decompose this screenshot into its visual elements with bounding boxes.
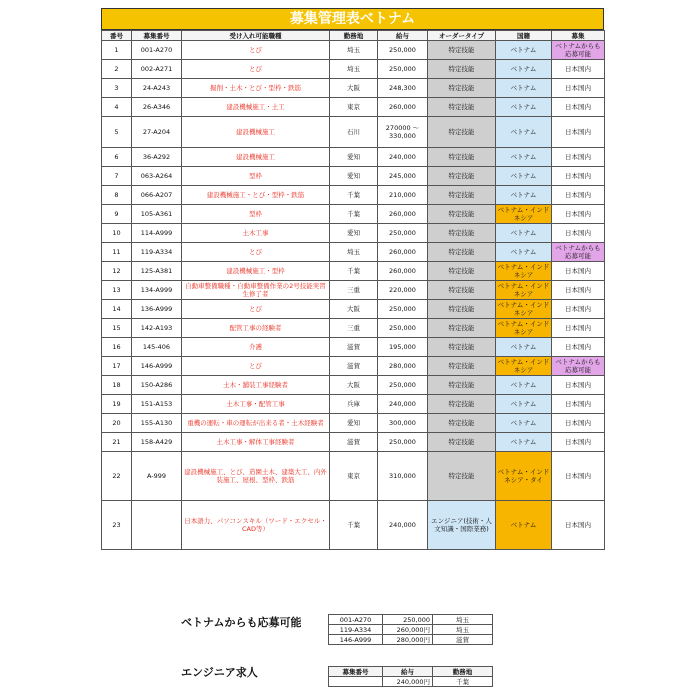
row-nationality: ベトナム bbox=[496, 41, 552, 60]
row-number: 11 bbox=[102, 243, 132, 262]
row-number: 15 bbox=[102, 319, 132, 338]
row-recruitment: 日本国内 bbox=[552, 224, 605, 243]
row-salary: 250,000 bbox=[378, 41, 428, 60]
header-code: 募集番号 bbox=[132, 31, 182, 41]
row-number: 6 bbox=[102, 148, 132, 167]
table-header-row bbox=[102, 31, 605, 41]
row-recruitment: ベトナムからも応募可能 bbox=[552, 41, 605, 60]
row-order-type: 特定技能 bbox=[428, 243, 496, 262]
vietnam-applicant-row bbox=[329, 635, 493, 645]
row-order-type: 特定技能 bbox=[428, 357, 496, 376]
row-salary: 245,000 bbox=[378, 167, 428, 186]
row-recruitment: 日本国内 bbox=[552, 262, 605, 281]
row-salary: 240,000 bbox=[378, 148, 428, 167]
row-salary: 250,000 bbox=[378, 376, 428, 395]
row-code: 125-A381 bbox=[132, 262, 182, 281]
row-job: 建設機械施工 bbox=[182, 117, 330, 148]
row-location: 三重 bbox=[330, 281, 378, 300]
row-order-type: 特定技能 bbox=[428, 319, 496, 338]
row-location: 大阪 bbox=[330, 79, 378, 98]
vietnam-applicant-salary: 260,000円 bbox=[383, 625, 433, 635]
row-recruitment: 日本国内 bbox=[552, 205, 605, 224]
engineer-header-location: 勤務地 bbox=[433, 667, 493, 677]
row-code: 136-A999 bbox=[132, 300, 182, 319]
row-recruitment: 日本国内 bbox=[552, 167, 605, 186]
row-recruitment: ベトナムからも応募可能 bbox=[552, 357, 605, 376]
vietnam-applicant-code: 001-A270 bbox=[329, 615, 383, 625]
row-code: 24-A243 bbox=[132, 79, 182, 98]
row-location: 大阪 bbox=[330, 300, 378, 319]
row-number: 21 bbox=[102, 433, 132, 452]
row-order-type: 特定技能 bbox=[428, 224, 496, 243]
row-location: 千葉 bbox=[330, 186, 378, 205]
recruitment-table bbox=[101, 30, 605, 550]
row-location: 埼玉 bbox=[330, 60, 378, 79]
page-title: 募集管理表ベトナム bbox=[101, 8, 604, 30]
vietnam-applicant-salary: 250,000 bbox=[383, 615, 433, 625]
row-number: 19 bbox=[102, 395, 132, 414]
vietnam-applicants-table bbox=[328, 614, 493, 645]
engineer-header-code: 募集番号 bbox=[329, 667, 383, 677]
row-nationality: ベトナム bbox=[496, 167, 552, 186]
vietnam-applicant-code: 146-A999 bbox=[329, 635, 383, 645]
table-row bbox=[102, 338, 605, 357]
row-code: 002-A271 bbox=[132, 60, 182, 79]
table-row bbox=[102, 395, 605, 414]
table-row bbox=[102, 41, 605, 60]
row-recruitment: 日本国内 bbox=[552, 117, 605, 148]
row-code: 155-A130 bbox=[132, 414, 182, 433]
engineer-code bbox=[329, 677, 383, 687]
row-code bbox=[132, 501, 182, 550]
row-order-type: 特定技能 bbox=[428, 60, 496, 79]
row-number: 3 bbox=[102, 79, 132, 98]
header-no: 番号 bbox=[102, 31, 132, 41]
row-salary: 300,000 bbox=[378, 414, 428, 433]
header-location: 勤務地 bbox=[330, 31, 378, 41]
table-row bbox=[102, 262, 605, 281]
row-salary: 250,000 bbox=[378, 433, 428, 452]
row-nationality: ベトナム・インドネシア bbox=[496, 300, 552, 319]
row-number: 8 bbox=[102, 186, 132, 205]
row-recruitment: 日本国内 bbox=[552, 501, 605, 550]
header-nationality: 国籍 bbox=[496, 31, 552, 41]
row-nationality: ベトナム・インドネシア bbox=[496, 281, 552, 300]
row-job: 建設機械施工・型枠 bbox=[182, 262, 330, 281]
row-code: 158-A429 bbox=[132, 433, 182, 452]
row-number: 12 bbox=[102, 262, 132, 281]
row-recruitment: 日本国内 bbox=[552, 98, 605, 117]
row-salary: 240,000 bbox=[378, 501, 428, 550]
vietnam-applicant-row bbox=[329, 625, 493, 635]
row-code: 36-A292 bbox=[132, 148, 182, 167]
row-job: 配管工事の経験者 bbox=[182, 319, 330, 338]
row-salary: 270000 ～ 330,000 bbox=[378, 117, 428, 148]
table-row bbox=[102, 414, 605, 433]
row-location: 滋賀 bbox=[330, 433, 378, 452]
row-order-type: 特定技能 bbox=[428, 167, 496, 186]
row-code: 066-A207 bbox=[132, 186, 182, 205]
row-salary: 220,000 bbox=[378, 281, 428, 300]
row-job: 自動車整備職種・自動車整備作業の2号技能実習生修了者 bbox=[182, 281, 330, 300]
row-number: 16 bbox=[102, 338, 132, 357]
row-salary: 310,000 bbox=[378, 452, 428, 501]
row-job: 重機の運転・車の運転が出来る者・土木経験者 bbox=[182, 414, 330, 433]
table-row bbox=[102, 186, 605, 205]
row-location: 滋賀 bbox=[330, 338, 378, 357]
row-recruitment: 日本国内 bbox=[552, 452, 605, 501]
engineer-salary: 240,000円 bbox=[383, 677, 433, 687]
row-number: 14 bbox=[102, 300, 132, 319]
row-nationality: ベトナム bbox=[496, 224, 552, 243]
row-number: 1 bbox=[102, 41, 132, 60]
row-order-type: 特定技能 bbox=[428, 414, 496, 433]
engineer-header-salary: 給与 bbox=[383, 667, 433, 677]
row-recruitment: 日本国内 bbox=[552, 433, 605, 452]
row-order-type: 特定技能 bbox=[428, 262, 496, 281]
row-salary: 195,000 bbox=[378, 338, 428, 357]
row-nationality: ベトナム・インドネシア bbox=[496, 205, 552, 224]
vietnam-applicant-loc: 埼玉 bbox=[433, 625, 493, 635]
row-location: 埼玉 bbox=[330, 41, 378, 60]
row-code: 063-A264 bbox=[132, 167, 182, 186]
row-code: 151-A153 bbox=[132, 395, 182, 414]
row-salary: 210,000 bbox=[378, 186, 428, 205]
row-order-type: 特定技能 bbox=[428, 376, 496, 395]
table-row bbox=[102, 281, 605, 300]
row-recruitment: ベトナムからも応募可能 bbox=[552, 243, 605, 262]
row-salary: 280,000 bbox=[378, 357, 428, 376]
row-nationality: ベトナム bbox=[496, 98, 552, 117]
row-salary: 250,000 bbox=[378, 60, 428, 79]
row-job: とび bbox=[182, 60, 330, 79]
row-nationality: ベトナム bbox=[496, 376, 552, 395]
section-vietnam-title: ベトナムからも応募可能 bbox=[181, 616, 302, 629]
row-number: 18 bbox=[102, 376, 132, 395]
row-salary: 240,000 bbox=[378, 395, 428, 414]
row-nationality: ベトナム・インドネシア bbox=[496, 262, 552, 281]
row-location: 東京 bbox=[330, 98, 378, 117]
table-row bbox=[102, 79, 605, 98]
row-order-type: 特定技能 bbox=[428, 205, 496, 224]
table-row bbox=[102, 376, 605, 395]
row-order-type: 特定技能 bbox=[428, 148, 496, 167]
row-job: 日本語力、パソコンスキル（ワード・エクセル・CAD等） bbox=[182, 501, 330, 550]
row-number: 5 bbox=[102, 117, 132, 148]
row-order-type: エンジニア(技術・人文知識・国際業務) bbox=[428, 501, 496, 550]
row-order-type: 特定技能 bbox=[428, 395, 496, 414]
row-code: 145-406 bbox=[132, 338, 182, 357]
row-number: 7 bbox=[102, 167, 132, 186]
row-salary: 250,000 bbox=[378, 224, 428, 243]
header-order-type: オーダータイプ bbox=[428, 31, 496, 41]
row-job: 介護 bbox=[182, 338, 330, 357]
row-job: 建設機械施工・とび・型枠・鉄筋 bbox=[182, 186, 330, 205]
row-order-type: 特定技能 bbox=[428, 98, 496, 117]
table-row bbox=[102, 243, 605, 262]
header-salary: 給与 bbox=[378, 31, 428, 41]
row-location: 千葉 bbox=[330, 501, 378, 550]
row-recruitment: 日本国内 bbox=[552, 186, 605, 205]
row-number: 13 bbox=[102, 281, 132, 300]
table-row bbox=[102, 148, 605, 167]
row-number: 22 bbox=[102, 452, 132, 501]
table-row bbox=[102, 205, 605, 224]
row-job: 土木・舗装工事経験者 bbox=[182, 376, 330, 395]
row-job: 土木工事 bbox=[182, 224, 330, 243]
section-engineer-title: エンジニア求人 bbox=[181, 666, 258, 679]
row-salary: 260,000 bbox=[378, 243, 428, 262]
row-location: 愛知 bbox=[330, 148, 378, 167]
row-nationality: ベトナム bbox=[496, 243, 552, 262]
row-recruitment: 日本国内 bbox=[552, 60, 605, 79]
row-job: とび bbox=[182, 243, 330, 262]
row-location: 千葉 bbox=[330, 262, 378, 281]
row-order-type: 特定技能 bbox=[428, 338, 496, 357]
engineer-row bbox=[329, 677, 493, 687]
row-order-type: 特定技能 bbox=[428, 300, 496, 319]
row-salary: 260,000 bbox=[378, 262, 428, 281]
row-nationality: ベトナム・インドネシア・タイ bbox=[496, 452, 552, 501]
row-job: 建設機械施工 bbox=[182, 148, 330, 167]
vietnam-applicant-salary: 280,000円 bbox=[383, 635, 433, 645]
row-recruitment: 日本国内 bbox=[552, 300, 605, 319]
row-salary: 248,300 bbox=[378, 79, 428, 98]
table-row bbox=[102, 167, 605, 186]
engineer-loc: 千葉 bbox=[433, 677, 493, 687]
table-row bbox=[102, 452, 605, 501]
row-location: 愛知 bbox=[330, 414, 378, 433]
row-number: 23 bbox=[102, 501, 132, 550]
header-recruitment: 募集 bbox=[552, 31, 605, 41]
row-order-type: 特定技能 bbox=[428, 186, 496, 205]
table-row bbox=[102, 501, 605, 550]
row-number: 9 bbox=[102, 205, 132, 224]
table-row bbox=[102, 98, 605, 117]
row-number: 4 bbox=[102, 98, 132, 117]
row-nationality: ベトナム bbox=[496, 433, 552, 452]
row-nationality: ベトナム bbox=[496, 395, 552, 414]
row-job: とび bbox=[182, 300, 330, 319]
row-number: 10 bbox=[102, 224, 132, 243]
row-recruitment: 日本国内 bbox=[552, 414, 605, 433]
row-recruitment: 日本国内 bbox=[552, 79, 605, 98]
row-nationality: ベトナム bbox=[496, 501, 552, 550]
row-location: 千葉 bbox=[330, 205, 378, 224]
row-salary: 250,000 bbox=[378, 300, 428, 319]
row-location: 兵庫 bbox=[330, 395, 378, 414]
vietnam-applicant-loc: 埼玉 bbox=[433, 615, 493, 625]
row-recruitment: 日本国内 bbox=[552, 148, 605, 167]
row-location: 三重 bbox=[330, 319, 378, 338]
row-order-type: 特定技能 bbox=[428, 281, 496, 300]
row-code: 134-A999 bbox=[132, 281, 182, 300]
row-nationality: ベトナム・インドネシア bbox=[496, 357, 552, 376]
row-salary: 260,000 bbox=[378, 98, 428, 117]
vietnam-applicant-loc: 滋賀 bbox=[433, 635, 493, 645]
table-row bbox=[102, 300, 605, 319]
row-nationality: ベトナム bbox=[496, 186, 552, 205]
row-number: 20 bbox=[102, 414, 132, 433]
table-row bbox=[102, 433, 605, 452]
table-row bbox=[102, 224, 605, 243]
table-row bbox=[102, 60, 605, 79]
row-nationality: ベトナム・インドネシア bbox=[496, 319, 552, 338]
row-salary: 250,000 bbox=[378, 319, 428, 338]
row-nationality: ベトナム bbox=[496, 79, 552, 98]
row-job: 建設機械施工、とび、造園土木、建築大工、内外装施工、屋根、型枠、鉄筋 bbox=[182, 452, 330, 501]
row-job: とび bbox=[182, 41, 330, 60]
row-code: 001-A270 bbox=[132, 41, 182, 60]
row-nationality: ベトナム bbox=[496, 117, 552, 148]
row-location: 石川 bbox=[330, 117, 378, 148]
row-location: 埼玉 bbox=[330, 243, 378, 262]
row-recruitment: 日本国内 bbox=[552, 376, 605, 395]
row-number: 2 bbox=[102, 60, 132, 79]
table-row bbox=[102, 319, 605, 338]
row-order-type: 特定技能 bbox=[428, 452, 496, 501]
row-nationality: ベトナム bbox=[496, 148, 552, 167]
vietnam-applicant-row bbox=[329, 615, 493, 625]
row-order-type: 特定技能 bbox=[428, 79, 496, 98]
row-location: 大阪 bbox=[330, 376, 378, 395]
row-code: 146-A999 bbox=[132, 357, 182, 376]
row-code: 27-A204 bbox=[132, 117, 182, 148]
row-nationality: ベトナム bbox=[496, 60, 552, 79]
row-job: 型枠 bbox=[182, 205, 330, 224]
table-row bbox=[102, 117, 605, 148]
row-code: 114-A999 bbox=[132, 224, 182, 243]
row-nationality: ベトナム bbox=[496, 414, 552, 433]
row-code: 105-A361 bbox=[132, 205, 182, 224]
row-code: 142-A193 bbox=[132, 319, 182, 338]
row-job: 土木工事・配管工事 bbox=[182, 395, 330, 414]
row-location: 滋賀 bbox=[330, 357, 378, 376]
vietnam-applicant-code: 119-A334 bbox=[329, 625, 383, 635]
row-salary: 260,000 bbox=[378, 205, 428, 224]
row-recruitment: 日本国内 bbox=[552, 395, 605, 414]
row-code: A-999 bbox=[132, 452, 182, 501]
row-code: 150-A286 bbox=[132, 376, 182, 395]
row-job: 掘削・土木・とび・型枠・鉄筋 bbox=[182, 79, 330, 98]
row-order-type: 特定技能 bbox=[428, 117, 496, 148]
row-job: とび bbox=[182, 357, 330, 376]
engineer-table bbox=[328, 666, 493, 687]
row-recruitment: 日本国内 bbox=[552, 338, 605, 357]
row-location: 愛知 bbox=[330, 167, 378, 186]
row-job: 型枠 bbox=[182, 167, 330, 186]
row-code: 119-A334 bbox=[132, 243, 182, 262]
row-location: 東京 bbox=[330, 452, 378, 501]
row-order-type: 特定技能 bbox=[428, 433, 496, 452]
row-job: 建設機械施工・土工 bbox=[182, 98, 330, 117]
row-recruitment: 日本国内 bbox=[552, 281, 605, 300]
row-number: 17 bbox=[102, 357, 132, 376]
header-job: 受け入れ可能職種 bbox=[182, 31, 330, 41]
row-job: 土木工事・解体工事経験者 bbox=[182, 433, 330, 452]
row-location: 愛知 bbox=[330, 224, 378, 243]
row-nationality: ベトナム bbox=[496, 338, 552, 357]
row-recruitment: 日本国内 bbox=[552, 319, 605, 338]
table-row bbox=[102, 357, 605, 376]
row-code: 26-A346 bbox=[132, 98, 182, 117]
row-order-type: 特定技能 bbox=[428, 41, 496, 60]
